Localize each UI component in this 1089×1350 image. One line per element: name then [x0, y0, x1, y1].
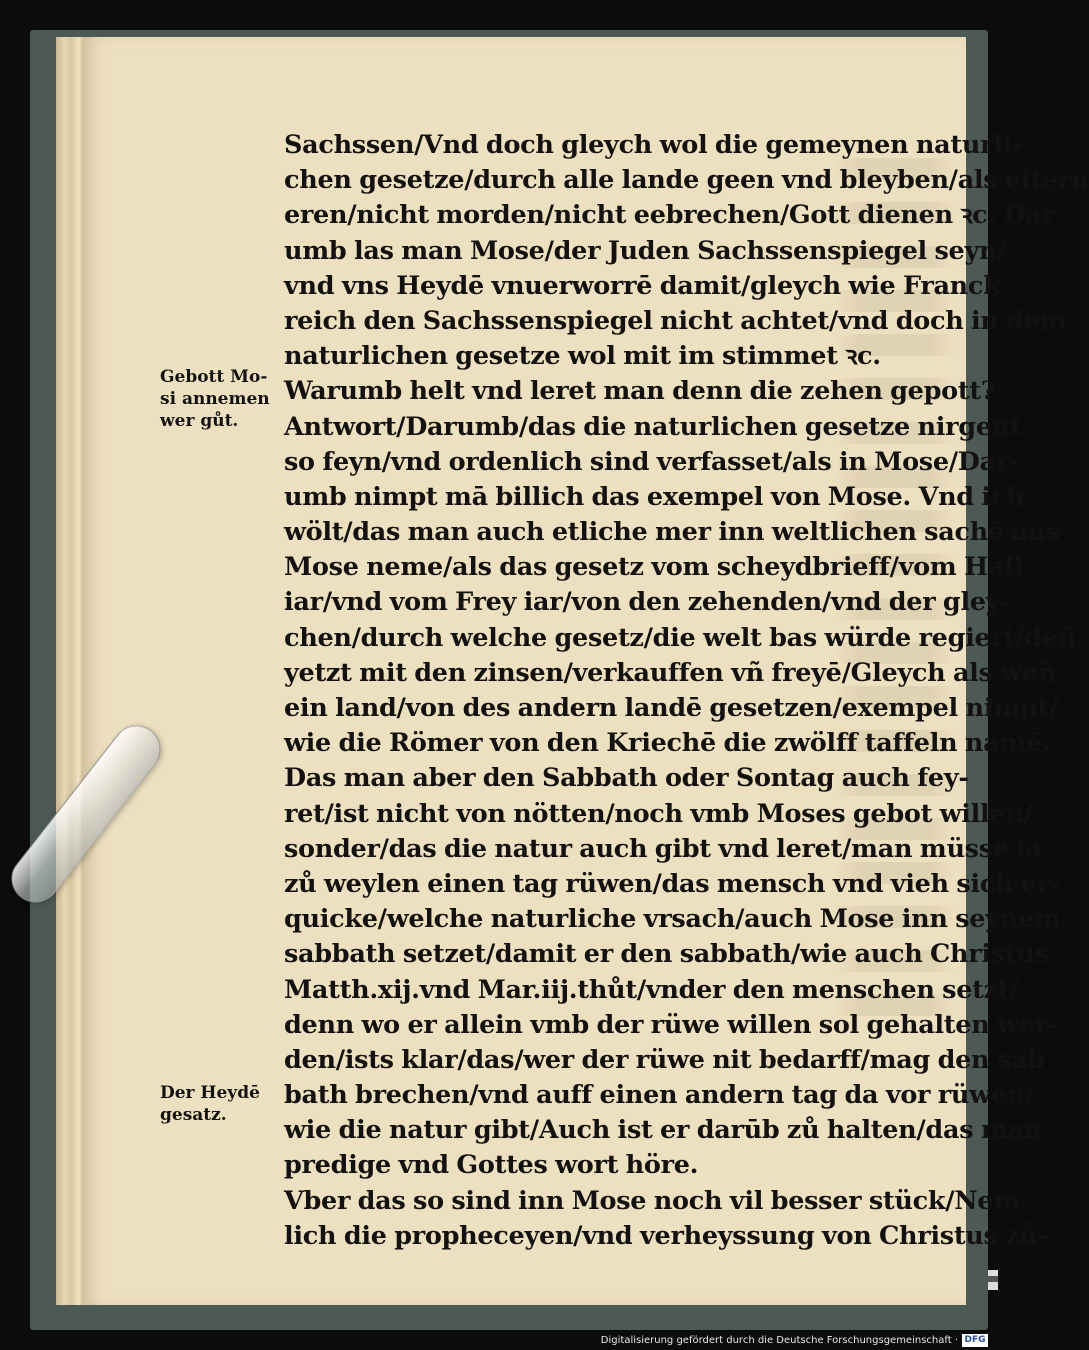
text-line: wie die Römer von den Kriechē die zwölff taffeln namē.	[284, 728, 1051, 759]
text-line: ein land/von des andern landē gesetzen/exempel nimpt/	[284, 693, 1058, 723]
digitization-credit: Digitalisierung gefördert durch die Deutsche Forschungsgemeinschaft ·	[600, 1335, 958, 1346]
main-text-block	[284, 128, 1089, 1254]
color-scale-mark	[988, 1270, 998, 1290]
text-line: sabbath setzet/damit er den sabbath/wie auch Christus	[284, 939, 1049, 970]
text-line: naturlichen gesetze wol mit im stimmet ꝛc.	[284, 341, 881, 372]
margin-note-heyde	[160, 1082, 285, 1126]
text-line: denn wo er allein vmb der rüwe willen sol gehalten wer-	[284, 1009, 1059, 1040]
text-line: Mose neme/als das gesetz vom scheydbrieff/vom Hall	[284, 552, 1023, 583]
dfg-logo: DFG	[962, 1334, 988, 1347]
text-line: sonder/das die natur auch gibt vnd leret/man müsse ia	[284, 833, 1042, 864]
text-line: Antwort/Darumb/das die naturlichen gesetze nirgent	[284, 411, 1022, 442]
text-line: den/ists klar/das/wer der rüwe nit bedarff/mag den sab	[284, 1044, 1045, 1075]
text-line: Matth.xij.vnd Mar.iij.thůt/vnder den menschen setzt/	[284, 974, 1019, 1005]
text-line: umb nimpt mā billich das exempel von Mose. Vnd ich	[284, 481, 1025, 512]
text-line: lich die propheceyen/vnd verheyssung von Christus zů-	[284, 1220, 1048, 1251]
margin-note-line: Der Heydē	[160, 1083, 260, 1103]
text-line: reich den Sachssenspiegel nicht achtet/vnd doch in dem	[284, 305, 1067, 336]
text-line: umb las man Mose/der Juden Sachssenspiegel seyn/	[284, 235, 1007, 266]
text-line: quicke/welche naturliche vrsach/auch Mose inn seynem	[284, 904, 1061, 935]
text-line: vnd vns Heydē vnuerworrē damit/gleych wie Franck	[284, 270, 1001, 301]
text-line: wie die natur gibt/Auch ist er darūb zů halten/das man	[284, 1115, 1042, 1146]
text-line: yetzt mit den zinsen/verkauffen vñ freyē/Gleych als weñ	[284, 657, 1057, 688]
text-line: Sachssen/Vnd doch gleych wol die gemeynen naturli-	[284, 130, 1023, 160]
margin-note-line: si annemen	[160, 389, 270, 409]
margin-note-line: wer gůt.	[160, 411, 239, 431]
text-line: so feyn/vnd ordenlich sind verfasset/als in Mose/Dar-	[284, 446, 1020, 477]
text-line: ret/ist nicht von nötten/noch vmb Moses gebot willen/	[284, 798, 1033, 829]
text-line: Warumb helt vnd leret man denn die zehen gepott?	[284, 376, 996, 407]
text-line: zů weylen einen tag rüwen/das mensch vnd vieh sich er-	[284, 868, 1061, 899]
text-line: wölt/das man auch etliche mer inn weltlichen sachē aus	[284, 517, 1060, 548]
text-line: predige vnd Gottes wort höre.	[284, 1150, 699, 1181]
margin-note-line: gesatz.	[160, 1105, 227, 1125]
page-edges	[56, 37, 84, 1305]
text-line: iar/vnd vom Frey iar/von den zehenden/vnd der gley-	[284, 587, 1011, 618]
margin-note-gebott	[160, 366, 285, 432]
text-line: chen/durch welche gesetz/die welt bas würde regiert/deñ	[284, 622, 1076, 653]
text-line: Vber das so sind inn Mose noch vil besser stück/Nem	[284, 1185, 1020, 1216]
text-line: eren/nicht morden/nicht eebrechen/Gott dienen ꝛc. Dar	[284, 200, 1055, 231]
text-line: Das man aber den Sabbath oder Sontag auch fey-	[284, 763, 969, 794]
text-line: bath brechen/vnd auff einen andern tag da vor rüwen/	[284, 1080, 1034, 1111]
text-line: chen gesetze/durch alle lande geen vnd bleyben/als eltern	[284, 165, 1089, 196]
margin-note-line: Gebott Mo-	[160, 367, 268, 387]
